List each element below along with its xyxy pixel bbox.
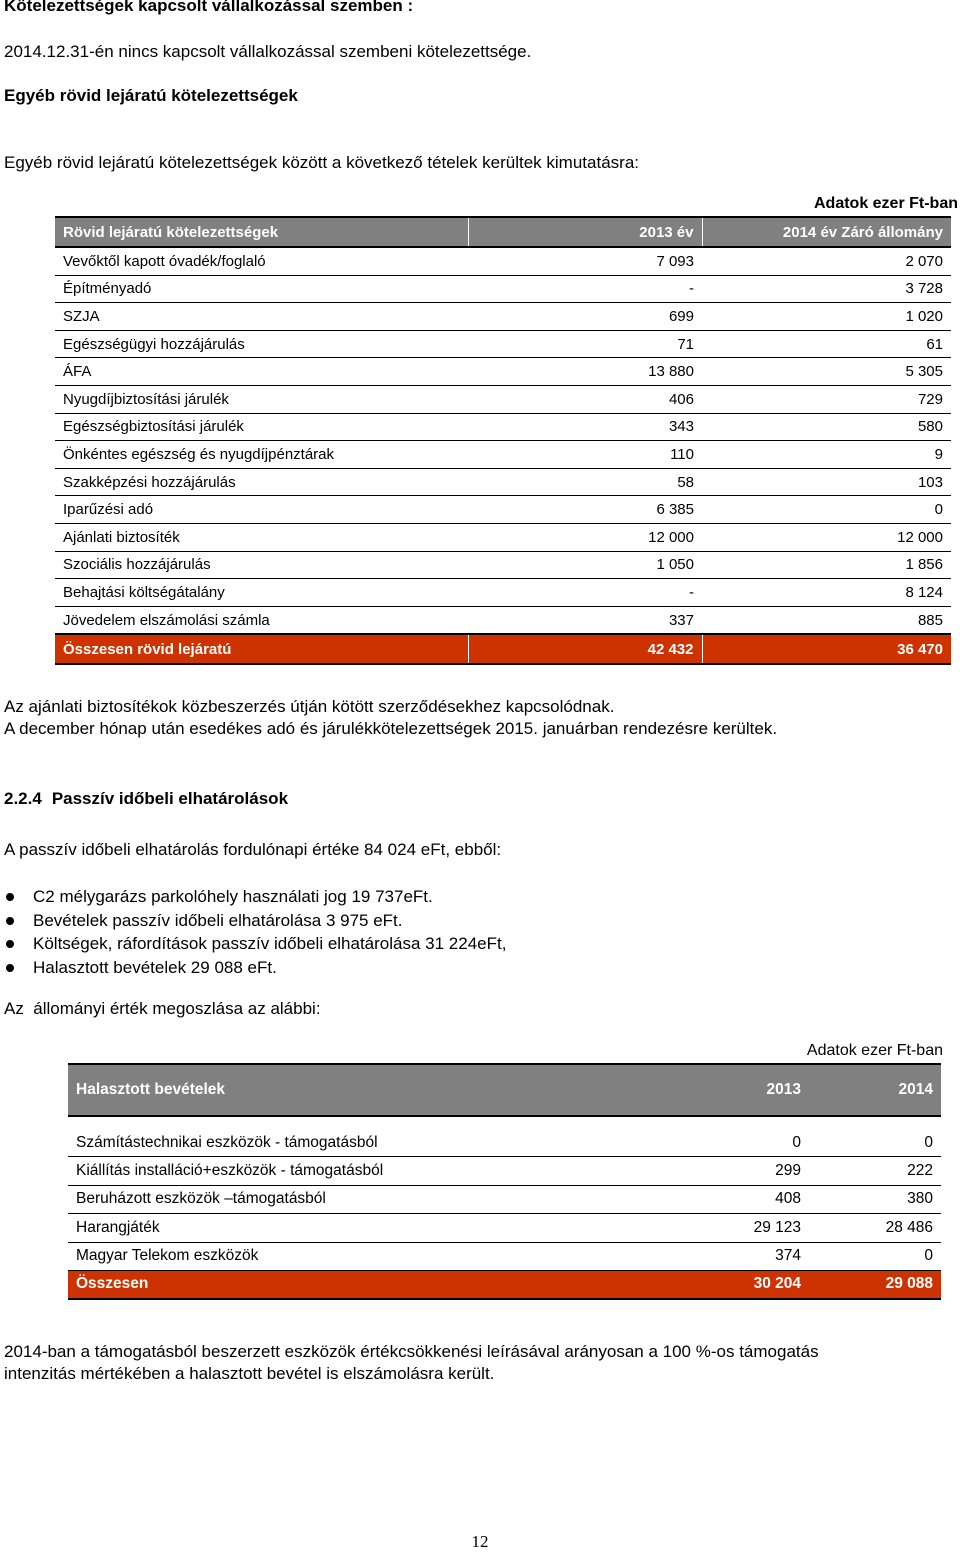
list-item-text: C2 mélygarázs parkolóhely használati jog 19 737eFt. xyxy=(33,887,433,906)
list-item xyxy=(4,909,904,933)
row-value-2014: 580 xyxy=(702,413,951,441)
row-value-2013: 29 123 xyxy=(609,1214,809,1242)
row-label: Behajtási költségátalány xyxy=(55,579,468,607)
row-value-2013: 110 xyxy=(468,441,702,469)
table-row xyxy=(68,1214,941,1242)
bullet-icon xyxy=(6,964,14,972)
row-value-2013: 699 xyxy=(468,303,702,331)
table-row xyxy=(55,247,951,275)
row-value-2013: 71 xyxy=(468,330,702,358)
row-label: Jövedelem elszámolási számla xyxy=(55,606,468,634)
bullet-icon xyxy=(6,917,14,925)
table-row xyxy=(55,330,951,358)
table-row xyxy=(68,1185,941,1213)
row-value-2014: 885 xyxy=(702,606,951,634)
table2-header-row xyxy=(68,1064,941,1116)
list-item-text: Halasztott bevételek 29 088 eFt. xyxy=(33,957,277,977)
deferred-items-list xyxy=(4,885,904,979)
row-value-2013: 337 xyxy=(468,606,702,634)
row-value-2014: 0 xyxy=(809,1116,941,1157)
row-value-2014: 1 020 xyxy=(702,303,951,331)
row-value-2014: 9 xyxy=(702,441,951,469)
table2-header-2014: 2014 xyxy=(809,1064,941,1116)
row-value-2013: 374 xyxy=(609,1242,809,1270)
section-title: Passzív időbeli elhatárolások xyxy=(51,789,289,808)
table-row xyxy=(55,413,951,441)
related-liabilities-text: 2014.12.31-én nincs kapcsolt vállalkozással szembeni kötelezettsége. xyxy=(4,42,532,61)
note-guarantees: Az ajánlati biztosítékok közbeszerzés útján kötött szerződésekhez kapcsolódnak. xyxy=(4,697,615,716)
heading-related-liabilities: Kötelezettségek kapcsolt vállalkozással szemben : xyxy=(4,0,414,15)
row-value-2013: 12 000 xyxy=(468,523,702,551)
list-item-text: Bevételek passzív időbeli elhatárolása 3 975 eFt. xyxy=(33,910,403,930)
row-value-2014: 1 856 xyxy=(702,551,951,579)
deferred-intro: A passzív időbeli elhatárolás fordulónapi értéke 84 024 eFt, ebből: xyxy=(4,840,502,859)
row-label: Kiállítás installáció+eszközök - támogatásból xyxy=(68,1157,609,1185)
table2-unit-label: Adatok ezer Ft-ban xyxy=(806,1042,943,1059)
table-row xyxy=(55,441,951,469)
table-row xyxy=(55,579,951,607)
row-value-2013: 58 xyxy=(468,468,702,496)
table-row xyxy=(55,385,951,413)
row-value-2014: 222 xyxy=(809,1157,941,1185)
row-value-2014: 103 xyxy=(702,468,951,496)
table-row xyxy=(68,1242,941,1270)
row-value-2013: 6 385 xyxy=(468,496,702,524)
row-value-2014: 0 xyxy=(702,496,951,524)
table-row xyxy=(68,1116,941,1157)
heading-other-short-term: Egyéb rövid lejáratú kötelezettségek xyxy=(4,86,298,105)
row-label: Beruházott eszközök –támogatásból xyxy=(68,1185,609,1213)
row-value-2013: 13 880 xyxy=(468,358,702,386)
row-value-2013: 408 xyxy=(609,1185,809,1213)
split-intro: Az állományi érték megoszlása az alábbi: xyxy=(4,999,321,1018)
closing-line-1: 2014-ban a támogatásból beszerzett eszközök értékcsökkenési leírásával arányosan a 100 %-os támogatás xyxy=(4,1342,819,1361)
other-short-term-intro: Egyéb rövid lejáratú kötelezettségek között a következő tételek kerültek kimutatásra: xyxy=(4,153,639,172)
row-label: Építményadó xyxy=(55,275,468,303)
row-label: Szakképzési hozzájárulás xyxy=(55,468,468,496)
total-label: Összesen xyxy=(68,1270,609,1299)
list-item xyxy=(4,932,904,956)
table1-total-row xyxy=(55,634,951,664)
row-value-2014: 2 070 xyxy=(702,247,951,275)
table2-total-row xyxy=(68,1270,941,1299)
table1-header-row xyxy=(55,217,951,247)
total-value-2013: 42 432 xyxy=(468,634,702,664)
table-row xyxy=(55,496,951,524)
row-value-2013: 1 050 xyxy=(468,551,702,579)
table-row xyxy=(55,358,951,386)
row-value-2014: 61 xyxy=(702,330,951,358)
section-number: 2.2.4 xyxy=(4,789,42,808)
table-row xyxy=(55,523,951,551)
table-row xyxy=(55,303,951,331)
row-label: Szociális hozzájárulás xyxy=(55,551,468,579)
total-value-2013: 30 204 xyxy=(609,1270,809,1299)
row-value-2014: 8 124 xyxy=(702,579,951,607)
list-item xyxy=(4,956,904,980)
row-value-2013: 343 xyxy=(468,413,702,441)
total-label: Összesen rövid lejáratú xyxy=(55,634,468,664)
list-item xyxy=(4,885,904,909)
row-value-2014: 5 305 xyxy=(702,358,951,386)
row-value-2014: 28 486 xyxy=(809,1214,941,1242)
row-value-2013: 406 xyxy=(468,385,702,413)
row-value-2013: 0 xyxy=(609,1116,809,1157)
row-label: Iparűzési adó xyxy=(55,496,468,524)
row-value-2014: 729 xyxy=(702,385,951,413)
row-value-2013: 7 093 xyxy=(468,247,702,275)
row-label: Önkéntes egészség és nyugdíjpénztárak xyxy=(55,441,468,469)
table1-unit-label: Adatok ezer Ft-ban xyxy=(813,195,958,212)
table-row xyxy=(68,1157,941,1185)
bullet-icon xyxy=(6,940,14,948)
table2-header-name: Halasztott bevételek xyxy=(68,1064,609,1116)
row-label: Harangjáték xyxy=(68,1214,609,1242)
table-row xyxy=(55,275,951,303)
row-label: Egészségügyi hozzájárulás xyxy=(55,330,468,358)
section-heading xyxy=(4,789,288,809)
row-value-2014: 0 xyxy=(809,1242,941,1270)
table-row xyxy=(55,606,951,634)
deferred-income-table xyxy=(68,1063,941,1300)
total-value-2014: 29 088 xyxy=(809,1270,941,1299)
row-value-2014: 12 000 xyxy=(702,523,951,551)
table2-header-2013: 2013 xyxy=(609,1064,809,1116)
row-value-2013: 299 xyxy=(609,1157,809,1185)
row-value-2014: 380 xyxy=(809,1185,941,1213)
closing-line-2: intenzitás mértékében a halasztott bevétel is elszámolásra került. xyxy=(4,1364,495,1383)
row-label: Vevőktől kapott óvadék/foglaló xyxy=(55,247,468,275)
table-row xyxy=(55,551,951,579)
row-label: Magyar Telekom eszközök xyxy=(68,1242,609,1270)
row-label: ÁFA xyxy=(55,358,468,386)
table1-header-2013: 2013 év xyxy=(468,217,702,247)
total-value-2014: 36 470 xyxy=(702,634,951,664)
row-label: Ajánlati biztosíték xyxy=(55,523,468,551)
row-label: Számítástechnikai eszközök - támogatásból xyxy=(68,1116,609,1157)
row-label: SZJA xyxy=(55,303,468,331)
bullet-icon xyxy=(6,893,14,901)
page-number: 12 xyxy=(471,1532,489,1551)
row-value-2014: 3 728 xyxy=(702,275,951,303)
row-value-2013: - xyxy=(468,579,702,607)
row-label: Egészségbiztosítási járulék xyxy=(55,413,468,441)
note-tax-settlement: A december hónap után esedékes adó és járulékkötelezettségek 2015. januárban rendezésre kerültek. xyxy=(4,719,778,738)
table-row xyxy=(55,468,951,496)
row-value-2013: - xyxy=(468,275,702,303)
row-label: Nyugdíjbiztosítási járulék xyxy=(55,385,468,413)
list-item-text: Költségek, ráfordítások passzív időbeli elhatárolása 31 224eFt, xyxy=(33,934,507,953)
table1-header-2014: 2014 év Záró állomány xyxy=(702,217,951,247)
short-term-liabilities-table xyxy=(55,216,951,665)
table1-header-name: Rövid lejáratú kötelezettségek xyxy=(55,217,468,247)
